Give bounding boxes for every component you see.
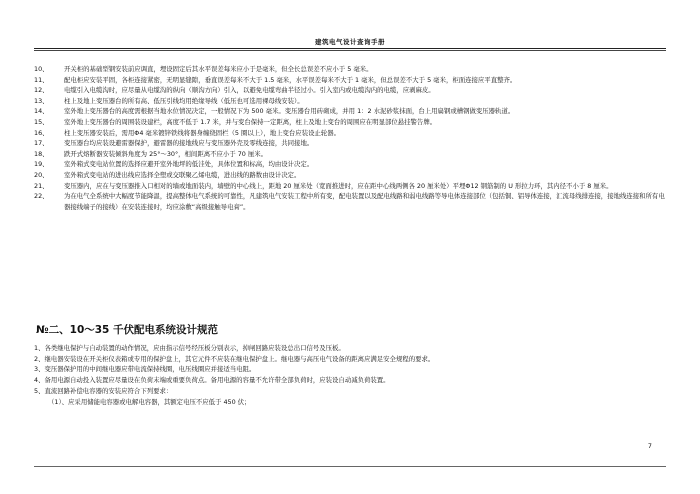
section-list-item: 3、变压器保护用的中间继电器应带电流保持线圈，电压线圈应并接适当电阻。: [34, 365, 256, 374]
section-list-item: 4、备用电源自动投入装置应尽量设在负荷末端或重要负荷点。备用电源的容量不允许带全部负荷时，应装设自动减负荷装置。: [34, 376, 390, 385]
list-item-number: 18、: [34, 149, 49, 158]
list-item-number: 13、: [34, 96, 49, 105]
list-item: [34, 170, 666, 181]
list-item-text: 柱上变压器安装后，需用Φ4 毫米镀锌铁线将器身缠绕固栏（5 圈以上），地上变台应装设止轮器。: [64, 128, 341, 137]
list-item-text: 电缆引入电缆沟时，应尽量从电缆沟的纵向（顺沟方向）引入，以避免电缆弯曲半径过小。引入室内或电缆沟内的电缆，应剥麻皮。: [64, 86, 435, 95]
list-item: [34, 85, 666, 96]
list-item: [34, 117, 666, 128]
list-item-number: 12、: [34, 86, 49, 95]
header-rule: [34, 48, 666, 49]
list-item-text: 为在电气全系统中大幅度节能降温，提高整体电气系统的可靠性，凡建筑电气安装工程中所有变，配电装置以及配电线路和弱电线路等导电体连接部位（包括铜、铝导体连接，汇流母线排连接，接地线连接和所有电器接线端子的接线）在安装连接时，均应涂敷“高级接触导电膏”。: [64, 192, 665, 211]
section-list-item: 2、继电器安装设在开关柜仪表箱或专用的保护盘上，其它元件不应装在继电保护盘上。继电器与高压电气设备的距离应满足安全规程的要求。: [34, 354, 435, 363]
list-item-text: 变压器内，应在与变压器推入口相对的墙或地面装内，墙壁的中心线上，距地 20 厘米处（宽面推进时，应在距中心线两侧各 20 厘米处）平埋Φ12 钢筋制的 U 形拉力环，其内径不小于 8 厘米。: [64, 181, 613, 190]
list-item-number: 10、: [34, 65, 49, 73]
list-item: [34, 159, 666, 170]
list-item-number: 22、: [34, 192, 49, 201]
list-item: [34, 138, 666, 149]
list-item-text: 跌开式熔断器安装倾斜角度为 25°～30°，相间距离不应小于 70 厘米。: [64, 149, 268, 158]
list-item-text: 配电柜应安装平固，各柜连接紧密，无明显缝隙，垂直误差每米不大于 1.5 毫米，水平误差每米不大于 1 毫米，但总误差不大于 5 毫米，柜面连接应平直整齐。: [64, 75, 517, 84]
list-item-text: 开关柜的基础型钢安装前应调直，埋设固定后其水平误差每米应小于是毫米，但全长总误差不应小于 5 毫米。: [64, 65, 373, 73]
running-header: 建筑电气设计查询手册: [315, 38, 385, 46]
list-item: [34, 191, 666, 212]
list-item: [34, 149, 666, 160]
section-list: [34, 343, 666, 407]
list-item: [34, 128, 666, 139]
header-rule-thin: [34, 50, 666, 51]
section-heading: №二、10～35 千伏配电系统设计规范: [36, 324, 219, 336]
list-item-number: 16、: [34, 128, 49, 137]
page-number: 7: [647, 442, 652, 450]
list-item-text: 室外地上变压器台的高度需根据当地水位情况决定，一般情况下为 500 毫米。变压器台用砖砌成，并用 1：2 水泥砂浆抹面，台上用扁钢或槽钢做变压器轨道。: [64, 107, 515, 116]
list-item-text: 室外箱式变电站位置的选择应避开室外地坪的低洼处，具体位置和标高，均由设计决定。: [64, 160, 314, 169]
list-item-number: 17、: [34, 139, 49, 148]
footer-rule: [34, 466, 666, 467]
sub-list-item: （1）、应采用储能电容器或电解电容器，其额定电压不应低于 450 伏；: [48, 397, 251, 406]
list-item-text: 室外地上变压器台的周围装设建栏，高度不低于 1.7 米，并与变台保持一定距离，柱上及地上变台的周围应在明显部位悬挂警告牌。: [64, 117, 437, 126]
list-item-text: 室外箱式变电站的进出线应选择全塑或交联聚乙烯电缆，进出线的路数由设计决定。: [64, 170, 301, 179]
list-item-number: 21、: [34, 181, 49, 190]
list-item-number: 20、: [34, 170, 49, 179]
list-item-text: 变压器台均应装设避雷器保护，避雷器的接地线应与变压器外壳及零线连接，共同接地。: [64, 139, 314, 148]
list-item: [34, 64, 666, 75]
numbered-list: [34, 64, 666, 212]
list-item-number: 11、: [34, 75, 49, 84]
list-item-text: 柱上及地上变压器台的所有高、低压引线均用绝缘导线（低压也可选用裸母线安装）。: [64, 96, 304, 105]
list-item: [34, 106, 666, 117]
list-item-number: 19、: [34, 160, 49, 169]
list-item: [34, 181, 666, 192]
section-list-item: 5、直流回路补偿电容器的安装应符合下列要求：: [34, 386, 173, 395]
list-item: [34, 96, 666, 107]
list-item-number: 14、: [34, 107, 49, 116]
section-list-item: 1、各类继电保护与自动装置的动作情况，应由指示信号经压板分别表示，掉闸回路应装设总出口信号及压板。: [34, 344, 345, 352]
list-item: [34, 75, 666, 86]
list-item-number: 15、: [34, 117, 49, 126]
